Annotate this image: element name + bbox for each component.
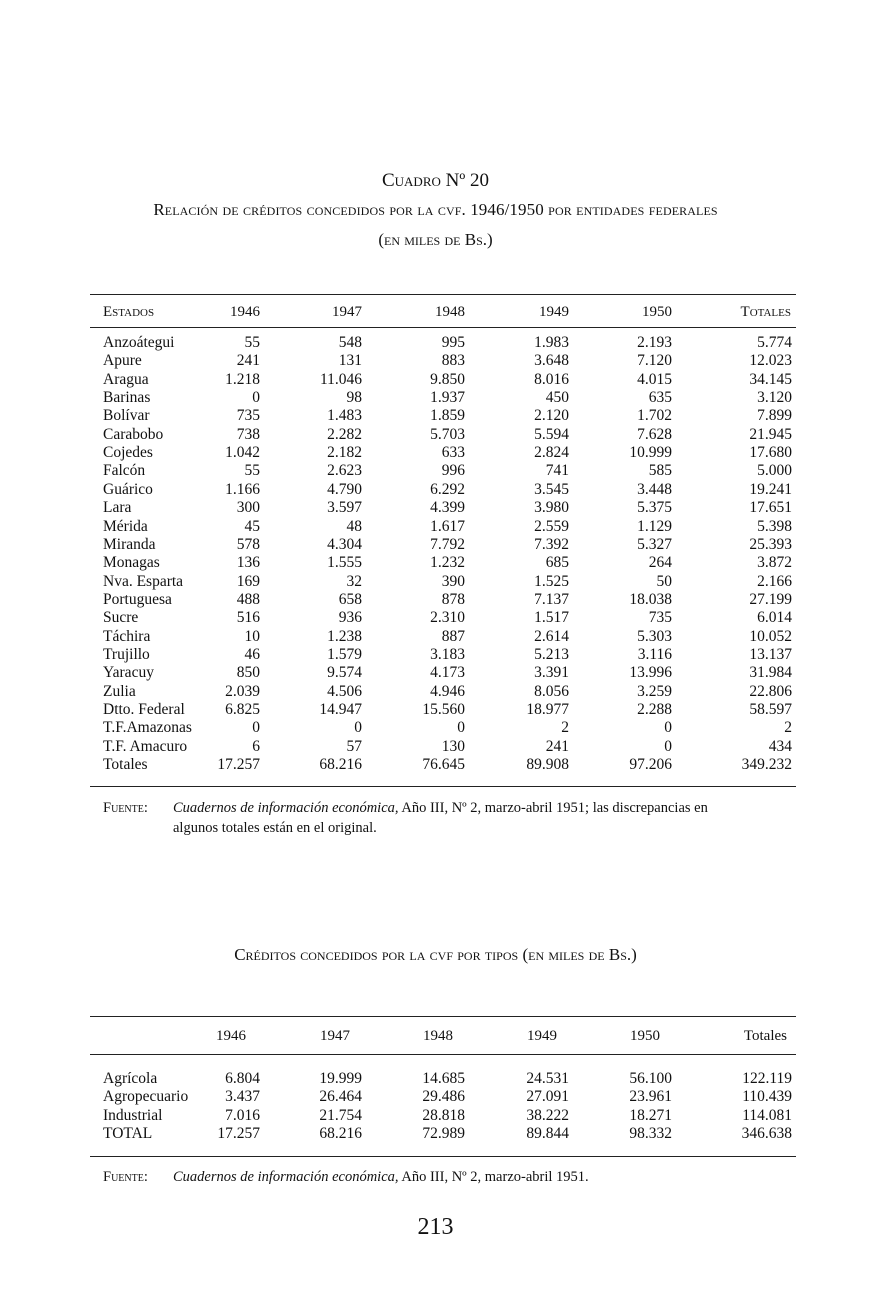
cell-value: 22.806 <box>749 682 792 700</box>
header-1948: 1948 <box>423 1028 453 1044</box>
cell-value: 21.945 <box>749 425 792 443</box>
cell-value: 936 <box>338 609 362 627</box>
cell-value: 8.016 <box>534 370 569 388</box>
cell-value: 2 <box>784 719 792 737</box>
cell-value: 6.014 <box>757 609 792 627</box>
cell-value: 27.091 <box>526 1088 569 1106</box>
cell-value: 996 <box>441 462 465 480</box>
cell-value: 55 <box>244 462 260 480</box>
table-row <box>0 1070 871 1088</box>
table-row <box>0 628 871 646</box>
table-row <box>0 646 871 664</box>
cell-value: 55 <box>244 334 260 351</box>
cell-value: 4.506 <box>327 682 362 700</box>
cell-value: 5.000 <box>757 462 792 480</box>
cell-value: 38.222 <box>526 1106 569 1124</box>
table2-bottom-rule <box>90 1156 796 1157</box>
cell-value: 6.804 <box>225 1070 260 1087</box>
cell-value: 72.989 <box>422 1125 465 1143</box>
cell-value: 12.023 <box>749 352 792 370</box>
cell-value: 18.271 <box>629 1106 672 1124</box>
header-1947: 1947 <box>332 304 362 320</box>
cell-value: 7.628 <box>637 425 672 443</box>
table-row <box>0 664 871 682</box>
row-label: Mérida <box>103 517 148 535</box>
cell-value: 488 <box>236 590 260 608</box>
page-number: 213 <box>417 1214 454 1240</box>
cell-value: 5.398 <box>757 517 792 535</box>
cell-value: 122.119 <box>742 1070 792 1087</box>
table1-caption-number: Cuadro Nº 20 <box>381 170 489 191</box>
cell-value: 46 <box>244 645 260 663</box>
header-1949: 1949 <box>527 1028 557 1044</box>
cell-value: 2.824 <box>534 444 569 462</box>
table1-top-rule <box>90 294 796 295</box>
row-label: Zulia <box>103 682 136 700</box>
cell-value: 89.844 <box>526 1125 569 1143</box>
row-label: Bolívar <box>103 407 150 425</box>
cell-value: 76.645 <box>422 756 465 774</box>
cell-value: 10.052 <box>749 627 792 645</box>
table2-header-row <box>0 1027 871 1045</box>
cell-value: 23.961 <box>629 1088 672 1106</box>
cell-value: 27.199 <box>749 590 792 608</box>
cell-value: 1.702 <box>637 407 672 425</box>
cell-value: 2.120 <box>534 407 569 425</box>
cell-value: 15.560 <box>422 701 465 718</box>
table2-header-rule <box>90 1054 796 1055</box>
cell-value: 1.937 <box>430 389 465 407</box>
header-1950: 1950 <box>642 304 672 320</box>
cell-value: 136 <box>236 554 260 572</box>
cell-value: 995 <box>441 334 465 351</box>
cell-value: 1.555 <box>327 554 362 572</box>
cell-value: 1.525 <box>534 572 569 590</box>
cell-value: 1.042 <box>225 444 260 462</box>
row-label: Agrícola <box>103 1070 158 1087</box>
cell-value: 241 <box>545 737 569 755</box>
table-row <box>0 481 871 499</box>
row-label: T.F. Amacuro <box>103 737 188 755</box>
cell-value: 48 <box>346 517 362 535</box>
cell-value: 2.614 <box>534 627 569 645</box>
table2-source-note <box>103 1167 803 1189</box>
cell-value: 3.116 <box>637 645 672 663</box>
cell-value: 4.015 <box>637 370 672 388</box>
cell-value: 29.486 <box>422 1088 465 1106</box>
row-label: Dtto. Federal <box>103 701 185 718</box>
cell-value: 7.137 <box>534 590 569 608</box>
cell-value: 3.120 <box>757 389 792 407</box>
table-row <box>0 518 871 536</box>
cell-value: 57 <box>346 737 362 755</box>
row-label: Miranda <box>103 535 156 553</box>
table1-caption-title: Relación de créditos concedidos por la cvf. 1946/1950 por entidades federales <box>153 200 718 219</box>
cell-value: 68.216 <box>319 756 362 774</box>
table-row <box>0 738 871 756</box>
cell-value: 5.303 <box>637 627 672 645</box>
cell-value: 21.754 <box>319 1106 362 1124</box>
cell-value: 0 <box>664 737 672 755</box>
row-label: Agropecuario <box>103 1088 189 1106</box>
row-label: Guárico <box>103 480 153 498</box>
cell-value: 516 <box>236 609 260 627</box>
table-row <box>0 426 871 444</box>
cell-value: 0 <box>457 719 465 737</box>
cell-value: 7.792 <box>430 535 465 553</box>
cell-value: 635 <box>648 389 672 407</box>
cell-value: 3.872 <box>757 554 792 572</box>
cell-value: 735 <box>648 609 672 627</box>
cell-value: 2 <box>561 719 569 737</box>
table-row <box>0 591 871 609</box>
cell-value: 1.129 <box>637 517 672 535</box>
table-row <box>0 701 871 719</box>
cell-value: 18.038 <box>629 590 672 608</box>
header-totales: Totales <box>740 304 791 320</box>
cell-value: 8.056 <box>534 682 569 700</box>
cell-value: 1.238 <box>327 627 362 645</box>
source-label: Fuente: <box>103 800 148 816</box>
cell-value: 13.137 <box>749 645 792 663</box>
cell-value: 17.651 <box>749 499 792 517</box>
cell-value: 1.579 <box>327 645 362 663</box>
cell-value: 1.166 <box>225 480 260 498</box>
cell-value: 18.977 <box>526 701 569 718</box>
cell-value: 450 <box>545 389 569 407</box>
cell-value: 0 <box>664 719 672 737</box>
source-details: Año III, Nº 2, marzo-abril 1951; las discrepancias en <box>398 800 708 816</box>
cell-value: 17.680 <box>749 444 792 462</box>
table-row <box>0 407 871 425</box>
row-label: Portuguesa <box>103 590 172 608</box>
row-label: Barinas <box>103 389 151 407</box>
row-label: Totales <box>103 756 148 774</box>
cell-value: 2.559 <box>534 517 569 535</box>
cell-value: 98.332 <box>629 1125 672 1143</box>
cell-value: 19.241 <box>749 480 792 498</box>
cell-value: 887 <box>441 627 465 645</box>
cell-value: 4.173 <box>430 664 465 682</box>
table-row <box>0 334 871 352</box>
cell-value: 110.439 <box>742 1088 792 1106</box>
table-row <box>0 719 871 737</box>
cell-value: 5.327 <box>637 535 672 553</box>
row-label: Anzoátegui <box>103 334 175 351</box>
table2-top-rule <box>90 1016 796 1017</box>
cell-value: 633 <box>441 444 465 462</box>
cell-value: 4.304 <box>327 535 362 553</box>
cell-value: 578 <box>236 535 260 553</box>
cell-value: 741 <box>545 462 569 480</box>
cell-value: 850 <box>236 664 260 682</box>
cell-value: 2.310 <box>430 609 465 627</box>
header-1946: 1946 <box>230 304 260 320</box>
cell-value: 9.850 <box>430 370 465 388</box>
cell-value: 68.216 <box>319 1125 362 1143</box>
source-details: Año III, Nº 2, marzo-abril 1951. <box>398 1169 589 1185</box>
cell-value: 1.483 <box>327 407 362 425</box>
cell-value: 6.825 <box>225 701 260 718</box>
cell-value: 548 <box>338 334 362 351</box>
cell-value: 1.517 <box>534 609 569 627</box>
cell-value: 2.623 <box>327 462 362 480</box>
cell-value: 2.282 <box>327 425 362 443</box>
cell-value: 2.039 <box>225 682 260 700</box>
header-1950: 1950 <box>630 1028 660 1044</box>
table2-caption: Créditos concedidos por la cvf por tipos (en miles de Bs.) <box>234 945 637 964</box>
cell-value: 3.545 <box>534 480 569 498</box>
cell-value: 5.594 <box>534 425 569 443</box>
cell-value: 346.638 <box>741 1125 792 1143</box>
cell-value: 878 <box>441 590 465 608</box>
row-label: Industrial <box>103 1106 163 1124</box>
cell-value: 3.259 <box>637 682 672 700</box>
cell-value: 3.648 <box>534 352 569 370</box>
cell-value: 19.999 <box>319 1070 362 1087</box>
table-row <box>0 444 871 462</box>
cell-value: 3.437 <box>225 1088 260 1106</box>
cell-value: 98 <box>346 389 362 407</box>
cell-value: 4.790 <box>327 480 362 498</box>
row-label: Táchira <box>103 627 151 645</box>
row-label: Nva. Esparta <box>103 572 184 590</box>
cell-value: 7.120 <box>637 352 672 370</box>
cell-value: 434 <box>768 737 792 755</box>
table-row <box>0 389 871 407</box>
cell-value: 7.016 <box>225 1106 260 1124</box>
cell-value: 45 <box>244 517 260 535</box>
cell-value: 58.597 <box>749 701 792 718</box>
table1-bottom-rule <box>90 786 796 787</box>
cell-value: 300 <box>236 499 260 517</box>
row-label: Cojedes <box>103 444 153 462</box>
cell-value: 97.206 <box>629 756 672 774</box>
row-label: Lara <box>103 499 132 517</box>
cell-value: 1.232 <box>430 554 465 572</box>
cell-value: 4.946 <box>430 682 465 700</box>
cell-value: 2.193 <box>637 334 672 351</box>
cell-value: 17.257 <box>217 756 260 774</box>
table-row <box>0 1125 871 1143</box>
cell-value: 1.983 <box>534 334 569 351</box>
cell-value: 0 <box>252 389 260 407</box>
cell-value: 56.100 <box>629 1070 672 1087</box>
source-title: Cuadernos de información económica, <box>173 1169 399 1185</box>
cell-value: 735 <box>236 407 260 425</box>
row-label: Apure <box>103 352 142 370</box>
source-title: Cuadernos de información económica, <box>173 800 399 816</box>
cell-value: 28.818 <box>422 1106 465 1124</box>
cell-value: 264 <box>648 554 672 572</box>
cell-value: 50 <box>656 572 672 590</box>
cell-value: 738 <box>236 425 260 443</box>
cell-value: 131 <box>338 352 362 370</box>
cell-value: 25.393 <box>749 535 792 553</box>
cell-value: 26.464 <box>319 1088 362 1106</box>
table-row <box>0 683 871 701</box>
cell-value: 5.703 <box>430 425 465 443</box>
cell-value: 31.984 <box>749 664 792 682</box>
table-row <box>0 1107 871 1125</box>
cell-value: 7.899 <box>757 407 792 425</box>
cell-value: 1.218 <box>225 370 260 388</box>
cell-value: 3.980 <box>534 499 569 517</box>
cell-value: 89.908 <box>526 756 569 774</box>
cell-value: 1.859 <box>430 407 465 425</box>
cell-value: 241 <box>236 352 260 370</box>
header-1946: 1946 <box>216 1028 246 1044</box>
cell-value: 585 <box>648 462 672 480</box>
row-label: Aragua <box>103 370 149 388</box>
table-row <box>0 573 871 591</box>
cell-value: 0 <box>252 719 260 737</box>
cell-value: 6.292 <box>430 480 465 498</box>
row-label: TOTAL <box>103 1125 153 1143</box>
table-row <box>0 609 871 627</box>
row-label: Monagas <box>103 554 160 572</box>
cell-value: 3.448 <box>637 480 672 498</box>
cell-value: 34.145 <box>749 370 792 388</box>
row-label: Trujillo <box>103 645 150 663</box>
source-details-line2: algunos totales están en el original. <box>173 820 377 836</box>
cell-value: 9.574 <box>327 664 362 682</box>
cell-value: 3.391 <box>534 664 569 682</box>
cell-value: 4.399 <box>430 499 465 517</box>
header-1949: 1949 <box>539 304 569 320</box>
row-label: Yaracuy <box>103 664 154 682</box>
cell-value: 114.081 <box>742 1106 792 1124</box>
cell-value: 3.183 <box>430 645 465 663</box>
header-estados: Estados <box>103 304 155 320</box>
cell-value: 2.166 <box>757 572 792 590</box>
table1-header-row <box>0 303 871 321</box>
cell-value: 658 <box>338 590 362 608</box>
cell-value: 5.213 <box>534 645 569 663</box>
cell-value: 349.232 <box>741 756 792 774</box>
cell-value: 1.617 <box>430 517 465 535</box>
header-1948: 1948 <box>435 304 465 320</box>
cell-value: 2.182 <box>327 444 362 462</box>
cell-value: 10.999 <box>629 444 672 462</box>
cell-value: 7.392 <box>534 535 569 553</box>
cell-value: 3.597 <box>327 499 362 517</box>
row-label: Falcón <box>103 462 146 480</box>
table-row <box>0 352 871 370</box>
row-label: T.F.Amazonas <box>103 719 192 737</box>
table1-caption-units: (en miles de Bs.) <box>378 230 493 249</box>
table-row <box>0 554 871 572</box>
cell-value: 0 <box>354 719 362 737</box>
cell-value: 17.257 <box>217 1125 260 1143</box>
cell-value: 883 <box>441 352 465 370</box>
row-label: Carabobo <box>103 425 164 443</box>
cell-value: 32 <box>346 572 362 590</box>
cell-value: 390 <box>441 572 465 590</box>
table-row <box>0 1088 871 1106</box>
table-row <box>0 536 871 554</box>
cell-value: 685 <box>545 554 569 572</box>
cell-value: 169 <box>236 572 260 590</box>
table1-source-note <box>103 798 803 840</box>
table-row <box>0 756 871 774</box>
table-row <box>0 371 871 389</box>
cell-value: 14.947 <box>319 701 362 718</box>
cell-value: 10 <box>244 627 260 645</box>
cell-value: 11.046 <box>319 370 362 388</box>
cell-value: 14.685 <box>422 1070 465 1087</box>
table1-header-rule <box>90 327 796 328</box>
table-row <box>0 462 871 480</box>
cell-value: 24.531 <box>526 1070 569 1087</box>
cell-value: 130 <box>441 737 465 755</box>
table-row <box>0 499 871 517</box>
cell-value: 5.375 <box>637 499 672 517</box>
row-label: Sucre <box>103 609 139 627</box>
cell-value: 2.288 <box>637 701 672 718</box>
header-totales: Totales <box>743 1028 787 1044</box>
source-label: Fuente: <box>103 1169 148 1185</box>
cell-value: 13.996 <box>629 664 672 682</box>
cell-value: 5.774 <box>757 334 792 351</box>
header-1947: 1947 <box>320 1028 350 1044</box>
cell-value: 6 <box>252 737 260 755</box>
